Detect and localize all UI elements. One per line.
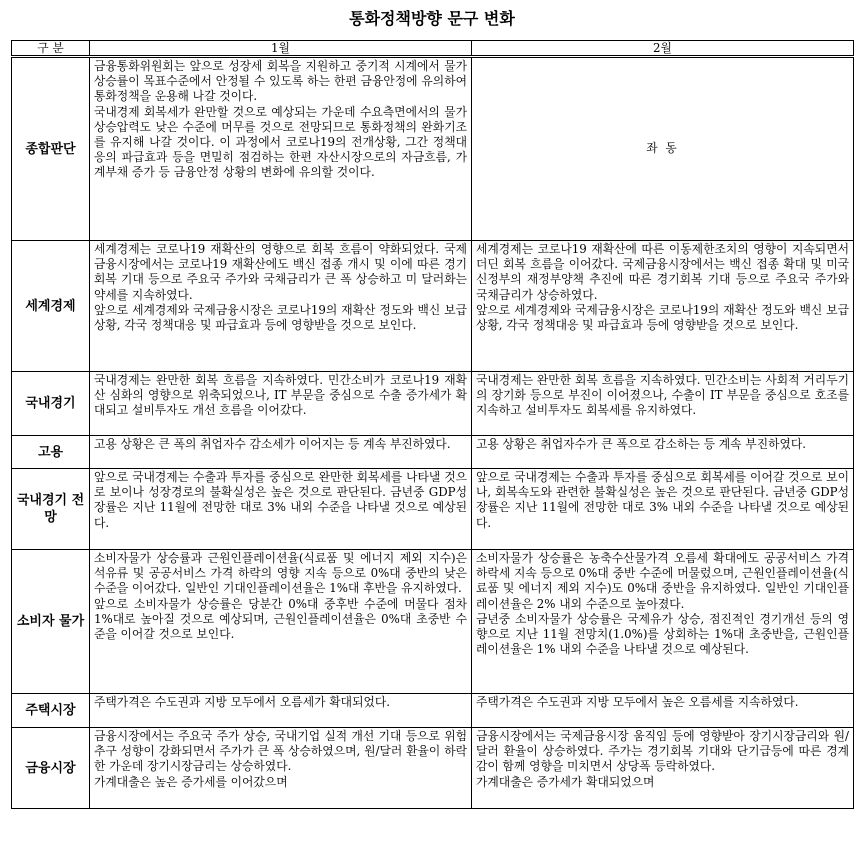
header-january: 1월 bbox=[90, 41, 472, 57]
february-text bbox=[472, 241, 854, 372]
january-text bbox=[90, 372, 472, 436]
february-text bbox=[472, 728, 854, 809]
table-row-housing-market bbox=[12, 694, 854, 728]
february-text bbox=[472, 469, 854, 550]
paragraph: 앞으로 국내경제는 수출과 투자를 중심으로 회복세를 이어갈 것으로 보이나, 회복속도와 관련한 불확실성은 높은 것으로 판단된다. 금년중 GDP성장률은 지난 11월에 전망한 대로 3% 내외 수준을 나타낼 것으로 예상된다. bbox=[476, 470, 849, 530]
paragraph: 금년중 소비자물가 상승률은 국제유가 상승, 점진적인 경기개선 등의 영향으로 지난 11월 전망치(1.0%)를 상회하는 1%대 초중반을, 근원인플레이션율은 1% 내외 수준을 나타낼 것으로 예상된다. bbox=[476, 611, 849, 657]
row-label: 고용 bbox=[12, 436, 90, 469]
paragraph: 가계대출은 증가세가 확대되었으며 bbox=[476, 774, 655, 789]
january-text bbox=[90, 241, 472, 372]
paragraph: 앞으로 세계경제와 국제금융시장은 코로나19의 재확산 정도와 백신 보급 상황, 각국 정책대응 및 파급효과 등에 영향받을 것으로 보인다. bbox=[476, 302, 849, 333]
row-label: 세계경제 bbox=[12, 241, 90, 372]
row-label: 국내경기 전망 bbox=[12, 469, 90, 550]
table-row-overall-judgment bbox=[12, 57, 854, 241]
february-text bbox=[472, 57, 854, 241]
january-text bbox=[90, 469, 472, 550]
paragraph: 가계대출은 높은 증가세를 이어갔으며 bbox=[94, 774, 288, 789]
paragraph: 고용 상황은 취업자수가 큰 폭으로 감소하는 등 계속 부진하였다. bbox=[476, 437, 807, 451]
paragraph: 국내경제는 완만한 회복 흐름을 지속하였다. 민간소비는 사회적 거리두기의 장기화 등으로 부진이 이어졌으나, 수출이 IT 부문을 중심으로 호조를 지속하고 설비투자도 회복세를 유지하였다. bbox=[476, 373, 849, 418]
paragraph: 세계경제는 코로나19 재확산에 따른 이동제한조치의 영향이 지속되면서 더딘 회복 흐름을 이어갔다. 국제금융시장에서는 백신 접종 확대 및 미국 신정부의 재정부양책 추진에 따른 경기회복 기대 등으로 주요국 주가와 국채금리가 상승하였다. bbox=[476, 242, 849, 302]
paragraph: 앞으로 세계경제와 국제금융시장은 코로나19의 재확산 정도와 백신 보급 상황, 각국 정책대응 및 파급효과 등에 영향받을 것으로 보인다. bbox=[94, 302, 467, 333]
table-row-employment bbox=[12, 436, 854, 469]
paragraph: 소비자물가 상승률과 근원인플레이션율(식료품 및 에너지 제외 지수)은 석유류 및 공공서비스 가격 하락의 영향 지속 등으로 0%대 중반의 낮은 수준을 이어갔다. 일반인 기대인플레이션율은 1%대 후반을 유지하였다. bbox=[94, 551, 467, 596]
paragraph: 소비자물가 상승률은 농축수산물가격 오름세 확대에도 공공서비스 가격 하락세 지속 등으로 0%대 중반 수준에 머물렀으며, 근원인플레이션율(식료품 및 에너지 제외 지수)도 0%대 중반을 유지하였다. 일반인 기대인플레이션율은 2% 내외 수준으로 높아졌다. bbox=[476, 551, 849, 611]
january-text bbox=[90, 57, 472, 241]
paragraph: 금융통화위원회는 앞으로 성장세 회복을 지원하고 중기적 시계에서 물가상승률이 목표수준에서 안정될 수 있도록 하는 한편 금융안정에 유의하여 통화정책을 운용해 나갈 것이다. bbox=[94, 59, 468, 104]
table-row-economic-outlook bbox=[12, 469, 854, 550]
paragraph: 주택가격은 수도권과 지방 모두에서 높은 오름세를 지속하였다. bbox=[476, 695, 799, 709]
january-text bbox=[90, 694, 472, 728]
january-text bbox=[90, 728, 472, 809]
table-row-world-economy bbox=[12, 241, 854, 372]
paragraph: 세계경제는 코로나19 재확산의 영향으로 회복 흐름이 약화되었다. 국제금융시장에서는 코로나19 재확산에도 백신 접종 개시 및 이에 따른 경기회복 기대 등으로 주요국 주가와 국채금리가 큰 폭 상승하고 미 달러화는 약세를 지속하였다. bbox=[94, 242, 467, 302]
row-label: 금융시장 bbox=[12, 728, 90, 809]
february-text bbox=[472, 372, 854, 436]
paragraph: 좌 동 bbox=[646, 141, 679, 156]
header-february: 2월 bbox=[472, 41, 854, 57]
table-row-domestic-economy bbox=[12, 372, 854, 436]
row-label: 주택시장 bbox=[12, 694, 90, 728]
paragraph: 금융시장에서는 국제금융시장 움직임 등에 영향받아 장기시장금리와 원/달러 환율이 상승하였다. 주가는 경기회복 기대와 단기급등에 따른 경계감이 함께 영향을 미치면서 상당폭 등락하였다. bbox=[476, 729, 849, 774]
document-title: 통화정책방향 문구 변화 bbox=[349, 9, 515, 28]
comparison-table bbox=[11, 40, 854, 809]
table-row-financial-market bbox=[12, 728, 854, 809]
table-header-row bbox=[12, 41, 854, 57]
paragraph: 금융시장에서는 주요국 주가 상승, 국내기업 실적 개선 기대 등으로 위험추구 성향이 강화되면서 주가가 큰 폭 상승하였으며, 원/달러 환율이 하락한 가운데 장기시장금리는 상승하였다. bbox=[94, 729, 467, 774]
header-category: 구 분 bbox=[12, 41, 90, 57]
february-text bbox=[472, 550, 854, 694]
row-label: 종합판단 bbox=[12, 57, 90, 241]
row-label: 소비자 물가 bbox=[12, 550, 90, 694]
row-label: 국내경기 bbox=[12, 372, 90, 436]
paragraph: 앞으로 국내경제는 수출과 투자를 중심으로 완만한 회복세를 나타낼 것으로 보이나 성장경로의 불확실성은 높은 것으로 판단된다. 금년중 GDP성장률은 지난 11월에 전망한 대로 3% 내외 수준을 나타낼 것으로 예상된다. bbox=[94, 470, 467, 530]
february-text bbox=[472, 436, 854, 469]
paragraph: 앞으로 소비자물가 상승률은 당분간 0%대 중후반 수준에 머물다 점차 1%대로 높아질 것으로 예상되며, 근원인플레이션율은 0%대 초중반 수준을 이어갈 것으로 보인다. bbox=[94, 596, 467, 642]
january-text bbox=[90, 436, 472, 469]
paragraph: 국내경제 회복세가 완만할 것으로 예상되는 가운데 수요측면에서의 물가상승압력도 낮은 수준에 머무를 것으로 전망되므로 통화정책의 완화기조를 유지해 나갈 것이다. 이 과정에서 코로나19의 전개상황, 그간 정책대응의 파급효과 등을 면밀히 점검하는 한편 자산시장으로의 자금흐름, 가계부채 증가 등 금융안정 상황의 변화에 유의할 것이다. bbox=[94, 104, 468, 180]
paragraph: 고용 상황은 큰 폭의 취업자수 감소세가 이어지는 등 계속 부진하였다. bbox=[94, 437, 451, 451]
february-text bbox=[472, 694, 854, 728]
paragraph: 주택가격은 수도권과 지방 모두에서 오름세가 확대되었다. bbox=[94, 695, 390, 709]
table-row-consumer-prices bbox=[12, 550, 854, 694]
paragraph: 국내경제는 완만한 회복 흐름을 지속하였다. 민간소비가 코로나19 재확산 심화의 영향으로 위축되었으나, IT 부문을 중심으로 수출 증가세가 확대되고 설비투자도 개선 흐름을 이어갔다. bbox=[94, 373, 467, 418]
january-text bbox=[90, 550, 472, 694]
